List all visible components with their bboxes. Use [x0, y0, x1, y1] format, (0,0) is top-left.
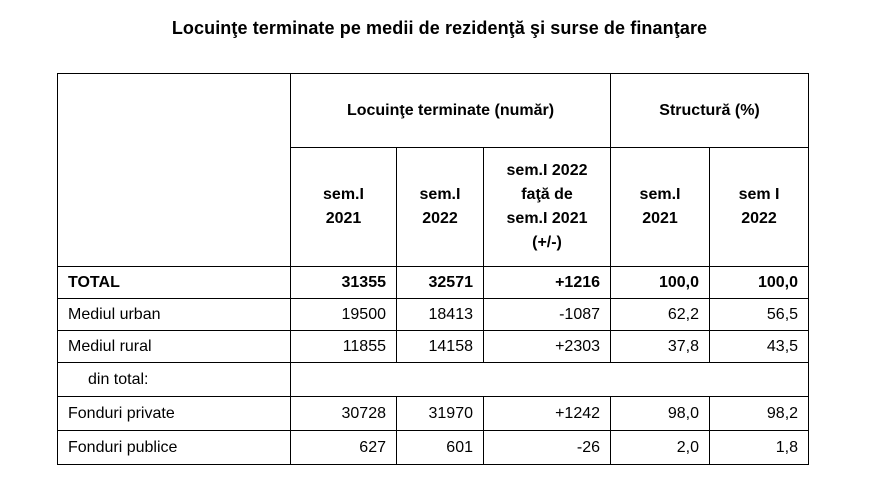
header-corner-cell: [58, 74, 291, 267]
cell-value: 62,2: [611, 299, 710, 331]
row-label: Mediul rural: [58, 331, 291, 363]
empty-merged-cell: [291, 363, 809, 397]
header-group-count: Locuinţe terminate (număr): [291, 74, 611, 148]
cell-value: 100,0: [710, 267, 809, 299]
cell-value: 627: [291, 431, 397, 465]
table-row-rural: [58, 331, 809, 363]
cell-value: 11855: [291, 331, 397, 363]
header-col-sem1-2022: sem.I 2022: [397, 148, 484, 267]
table-row-public-funds: [58, 431, 809, 465]
cell-value: 31355: [291, 267, 397, 299]
cell-value: -26: [484, 431, 611, 465]
row-label: Fonduri private: [58, 397, 291, 431]
page-title: Locuinţe terminate pe medii de rezidenţă şi surse de finanţare: [171, 18, 708, 38]
header-col-sem1-2021: sem.I 2021: [291, 148, 397, 267]
cell-value: 98,0: [611, 397, 710, 431]
cell-value: 18413: [397, 299, 484, 331]
cell-value: 601: [397, 431, 484, 465]
table-row-total: [58, 267, 809, 299]
cell-value: 14158: [397, 331, 484, 363]
data-table: [57, 73, 809, 465]
header-col-structure-2022: sem I 2022: [710, 148, 809, 267]
table-row-private-funds: [58, 397, 809, 431]
row-label: TOTAL: [58, 267, 291, 299]
cell-value: 32571: [397, 267, 484, 299]
table-row-urban: [58, 299, 809, 331]
cell-value: 30728: [291, 397, 397, 431]
cell-value: 19500: [291, 299, 397, 331]
cell-value: +1242: [484, 397, 611, 431]
header-col-structure-2021: sem.I 2021: [611, 148, 710, 267]
row-label: Mediul urban: [58, 299, 291, 331]
cell-value: 1,8: [710, 431, 809, 465]
row-label: Fonduri publice: [58, 431, 291, 465]
row-label: din total:: [58, 363, 291, 397]
cell-value: 98,2: [710, 397, 809, 431]
table-row-subheading: [58, 363, 809, 397]
header-group-structure: Structură (%): [611, 74, 809, 148]
cell-value: -1087: [484, 299, 611, 331]
header-col-diff: sem.I 2022 faţă de sem.I 2021 (+/-): [484, 148, 611, 267]
cell-value: +1216: [484, 267, 611, 299]
cell-value: 100,0: [611, 267, 710, 299]
cell-value: 37,8: [611, 331, 710, 363]
cell-value: +2303: [484, 331, 611, 363]
cell-value: 2,0: [611, 431, 710, 465]
cell-value: 43,5: [710, 331, 809, 363]
cell-value: 56,5: [710, 299, 809, 331]
cell-value: 31970: [397, 397, 484, 431]
